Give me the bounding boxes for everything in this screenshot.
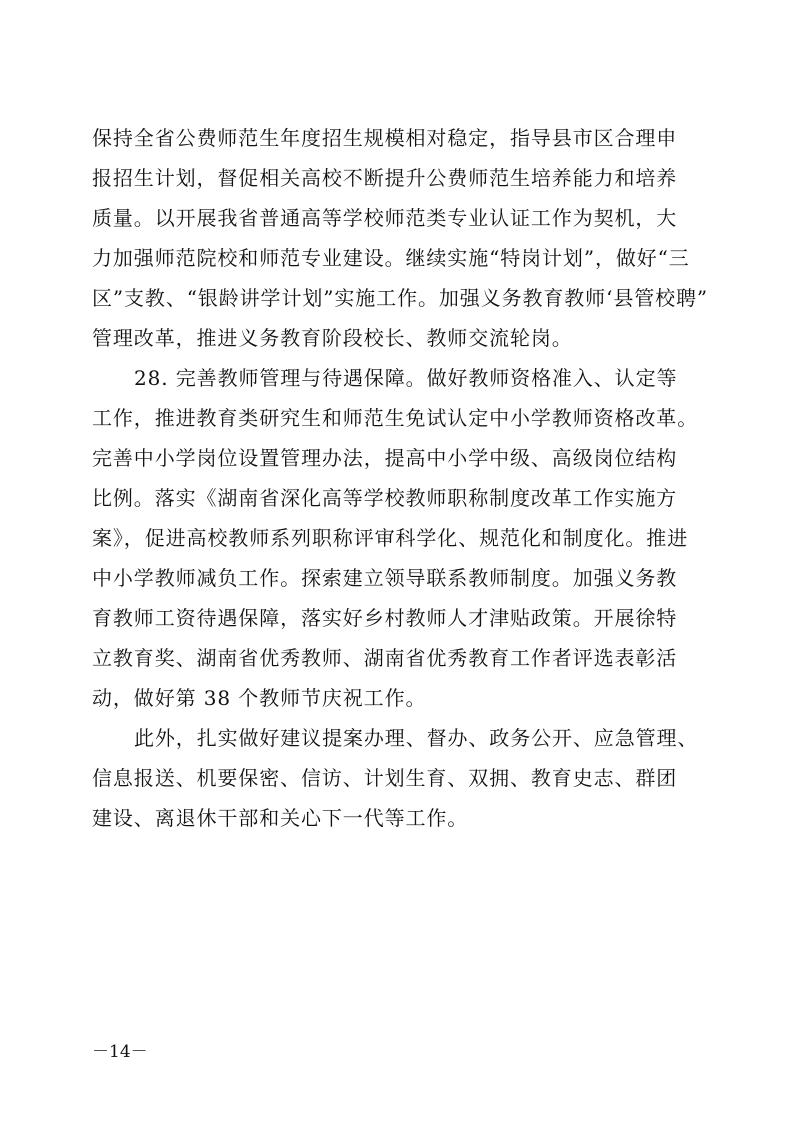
text-line: 信息报送、机要保密、信访、计划生育、双拥、教育史志、群团: [92, 766, 678, 790]
text-line: 报招生计划，督促相关高校不断提升公费师范生培养能力和培养: [92, 166, 678, 190]
text-line: 质量。以开展我省普通高等学校师范类专业认证工作为契机，大: [92, 206, 678, 230]
text-line: 比例。落实《湖南省深化高等学校教师职称制度改革工作实施方: [92, 486, 678, 510]
text-line: 此外，扎实做好建议提案办理、督办、政务公开、应急管理、: [134, 726, 699, 750]
page-number: －14－: [92, 1042, 148, 1062]
text-line: 管理改革，推进义务教育阶段校长、教师交流轮岗。: [92, 326, 573, 350]
paragraph-2: [92, 358, 712, 718]
text-line: 区”支教、“银龄讲学计划”实施工作。加强义务教育教师‘县管校聘”: [92, 286, 709, 310]
text-line: 中小学教师减负工作。探索建立领导联系教师制度。加强义务教: [92, 566, 678, 590]
text-line: 立教育奖、湖南省优秀教师、湖南省优秀教育工作者评选表彰活: [92, 646, 678, 670]
paragraph-1: [92, 118, 712, 358]
paragraph-3: [92, 718, 712, 838]
text-line: 力加强师范院校和师范专业建设。继续实施“特岗计划”，做好“三: [92, 246, 690, 270]
text-line: 动，做好第 38 个教师节庆祝工作。: [92, 686, 427, 710]
text-line: 保持全省公费师范生年度招生规模相对稳定，指导县市区合理申: [92, 126, 678, 150]
document-body: [92, 118, 712, 838]
text-line: 案》，促进高校教师系列职称评审科学化、规范化和制度化。推进: [92, 526, 689, 550]
text-line: 育教师工资待遇保障，落实好乡村教师人才津贴政策。开展徐特: [92, 606, 678, 630]
text-line: 完善中小学岗位设置管理办法，提高中小学中级、高级岗位结构: [92, 446, 678, 470]
text-line: 建设、离退休干部和关心下一代等工作。: [92, 806, 469, 830]
text-line: 工作，推进教育类研究生和师范生免试认定中小学教师资格改革。: [92, 406, 699, 430]
text-line: 28. 完善教师管理与待遇保障。做好教师资格准入、认定等: [134, 366, 678, 390]
